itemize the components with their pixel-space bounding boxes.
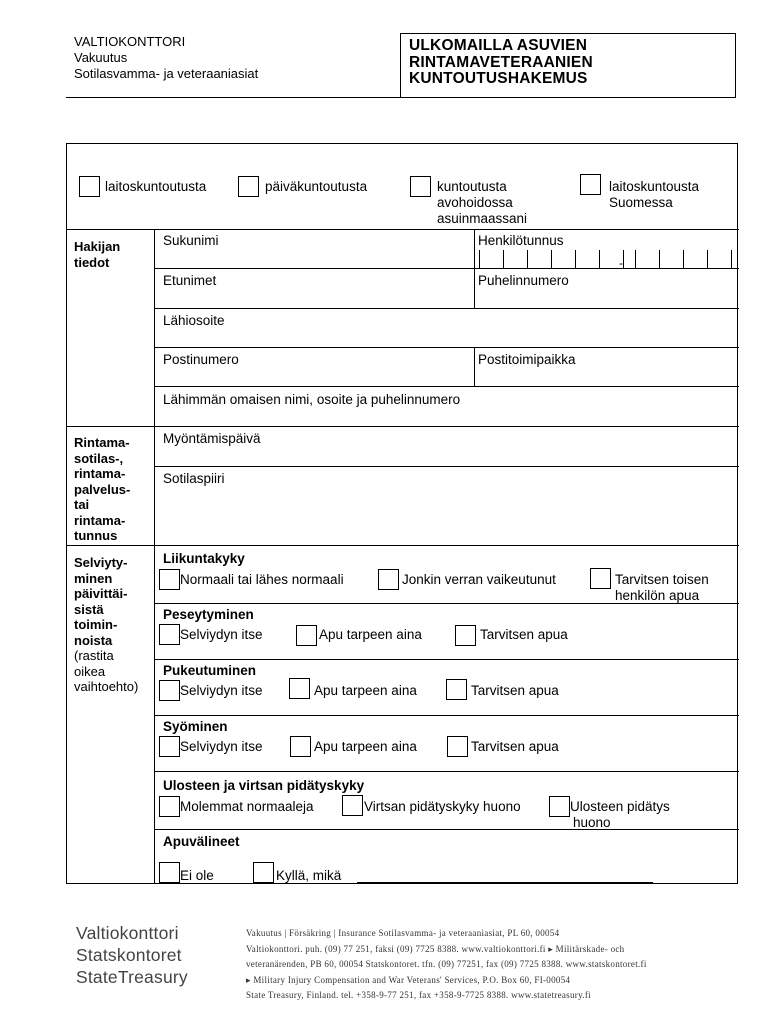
dressing-always-checkbox[interactable]	[289, 678, 310, 699]
unit-name: Sotilasvamma- ja veteraaniasiat	[74, 66, 259, 81]
row-line	[154, 386, 739, 387]
continence-title: Ulosteen ja virtsan pidätyskyky	[163, 778, 365, 793]
ssn-label: Henkilötunnus	[478, 233, 564, 248]
eating-always-checkbox[interactable]	[290, 736, 311, 757]
washing-title: Peseytyminen	[163, 607, 254, 622]
type-day-checkbox[interactable]	[238, 176, 259, 197]
aids-title: Apuvälineet	[163, 834, 240, 849]
continence-stool-checkbox[interactable]	[549, 796, 570, 817]
mobility-normal-label: Normaali tai lähes normaali	[180, 572, 344, 587]
washing-always-checkbox[interactable]	[296, 625, 317, 646]
washing-self-label: Selviydyn itse	[180, 627, 263, 642]
phone-label: Puhelinnumero	[478, 273, 569, 288]
aids-what-field[interactable]	[357, 882, 653, 883]
mobility-title: Liikuntakyky	[163, 551, 245, 566]
washing-always-label: Apu tarpeen aina	[319, 627, 422, 642]
row-line	[154, 715, 739, 716]
row-line	[154, 659, 739, 660]
continence-normal-checkbox[interactable]	[159, 796, 180, 817]
dept-name: Vakuutus	[74, 50, 128, 65]
dressing-title: Pukeutuminen	[163, 663, 257, 678]
row-line	[154, 771, 739, 772]
footer-logo: Valtiokonttori Statskontoret StateTreasury	[76, 923, 188, 987]
form-title	[400, 33, 736, 98]
section-divider	[154, 229, 155, 884]
eating-self-label: Selviydyn itse	[180, 739, 263, 754]
type-day-label: päiväkuntoutusta	[265, 179, 368, 194]
footer-line: State Treasury, Finland. tel. +358-9-77 251, fax +358-9-7725 8388. www.statetreasury.fi	[246, 990, 591, 1000]
dressing-help-checkbox[interactable]	[446, 679, 467, 700]
continence-urine-checkbox[interactable]	[342, 795, 363, 816]
section-veteran: Rintama- sotilas-, rintama- palvelus- tai rintama- tunnus	[74, 435, 131, 543]
eating-help-checkbox[interactable]	[447, 736, 468, 757]
row-line	[154, 829, 739, 830]
continence-stool-label: Ulosteen pidätys huono	[570, 799, 670, 830]
eating-help-label: Tarvitsen apua	[471, 739, 559, 754]
row-line	[154, 466, 739, 467]
relative-label: Lähimmän omaisen nimi, osoite ja puhelinnumero	[163, 392, 461, 407]
row-line	[154, 268, 739, 269]
mobility-normal-checkbox[interactable]	[159, 569, 180, 590]
continence-normal-label: Molemmat normaaleja	[180, 799, 314, 814]
col-divider	[474, 229, 475, 309]
ssn-dash: -	[619, 256, 623, 270]
type-finland-label: laitoskuntousta Suomessa	[609, 179, 700, 210]
eating-self-checkbox[interactable]	[159, 736, 180, 757]
surname-label: Sukunimi	[163, 233, 219, 248]
dressing-self-checkbox[interactable]	[159, 680, 180, 701]
type-outpatient-checkbox[interactable]	[410, 176, 431, 197]
postcode-label: Postinumero	[163, 352, 239, 367]
dressing-self-label: Selviydyn itse	[180, 683, 263, 698]
type-outpatient-label: kuntoutusta avohoidossa asuinmaassani	[437, 179, 528, 226]
aids-yes-checkbox[interactable]	[253, 862, 274, 883]
org-name: VALTIOKONTTORI	[74, 34, 186, 49]
address-label: Lähiosoite	[163, 313, 225, 328]
mobility-somewhat-label: Jonkin verran vaikeutunut	[402, 572, 556, 587]
footer-line: Vakuutus | Försäkring | Insurance Sotilasvamma- ja veteraaniasiat, PL 60, 00054	[246, 928, 560, 938]
washing-help-checkbox[interactable]	[455, 625, 476, 646]
mobility-help-checkbox[interactable]	[590, 568, 611, 589]
grant-date-label: Myöntämispäivä	[163, 431, 261, 446]
footer-line: veteranärenden, PB 60, 00054 Statskontoret. tfn. (09) 77251, fax (09) 7725 8388. www.statskontoret.fi	[246, 959, 647, 969]
col-divider	[474, 347, 475, 387]
ssn-field[interactable]	[479, 250, 739, 268]
eating-always-label: Apu tarpeen aina	[314, 739, 417, 754]
washing-help-label: Tarvitsen apua	[480, 627, 568, 642]
mobility-help-label: Tarvitsen toisen henkilön apua	[615, 572, 709, 603]
dressing-help-label: Tarvitsen apua	[471, 683, 559, 698]
footer-contact	[246, 926, 716, 1004]
type-finland-checkbox[interactable]	[580, 174, 601, 195]
footer-line: Valtiokonttori. puh. (09) 77 251, faksi (09) 7725 8388. www.valtiokonttori.fi ▸ Militärskade- och	[246, 943, 625, 954]
section-applicant: Hakijan tiedot	[74, 239, 121, 270]
aids-none-label: Ei ole	[180, 868, 214, 883]
application-form	[66, 143, 738, 884]
title-line: ULKOMAILLA ASUVIEN	[409, 37, 588, 54]
type-inpatient-label: laitoskuntoutusta	[105, 179, 207, 194]
row-line	[67, 545, 739, 546]
section-daily: Selviyty- minen päivittäi- sistä toimin- noista (rastita oikea vaihtoehto)	[74, 555, 139, 694]
aids-none-checkbox[interactable]	[159, 862, 180, 883]
footer-line: ▸ Military Injury Compensation and War Veterans' Services, P.O. Box 60, FI-00054	[246, 974, 571, 985]
title-line: RINTAMAVETERAANIEN	[409, 53, 593, 71]
header-left	[74, 34, 258, 82]
title-line: KUNTOUTUSHAKEMUS	[409, 70, 588, 87]
row-line	[154, 308, 739, 309]
aids-yes-label: Kyllä, mikä	[276, 868, 342, 883]
row-line	[154, 603, 739, 604]
type-inpatient-checkbox[interactable]	[79, 176, 100, 197]
mobility-somewhat-checkbox[interactable]	[378, 569, 399, 590]
firstnames-label: Etunimet	[163, 273, 217, 288]
header-divider	[66, 97, 402, 98]
row-line	[67, 426, 739, 427]
district-label: Sotilaspiiri	[163, 471, 225, 486]
dressing-always-label: Apu tarpeen aina	[314, 683, 417, 698]
row-line	[154, 347, 739, 348]
continence-urine-label: Virtsan pidätyskyky huono	[364, 799, 521, 814]
postoffice-label: Postitoimipaikka	[478, 352, 576, 367]
washing-self-checkbox[interactable]	[159, 624, 180, 645]
eating-title: Syöminen	[163, 719, 228, 734]
row-line	[67, 229, 739, 230]
